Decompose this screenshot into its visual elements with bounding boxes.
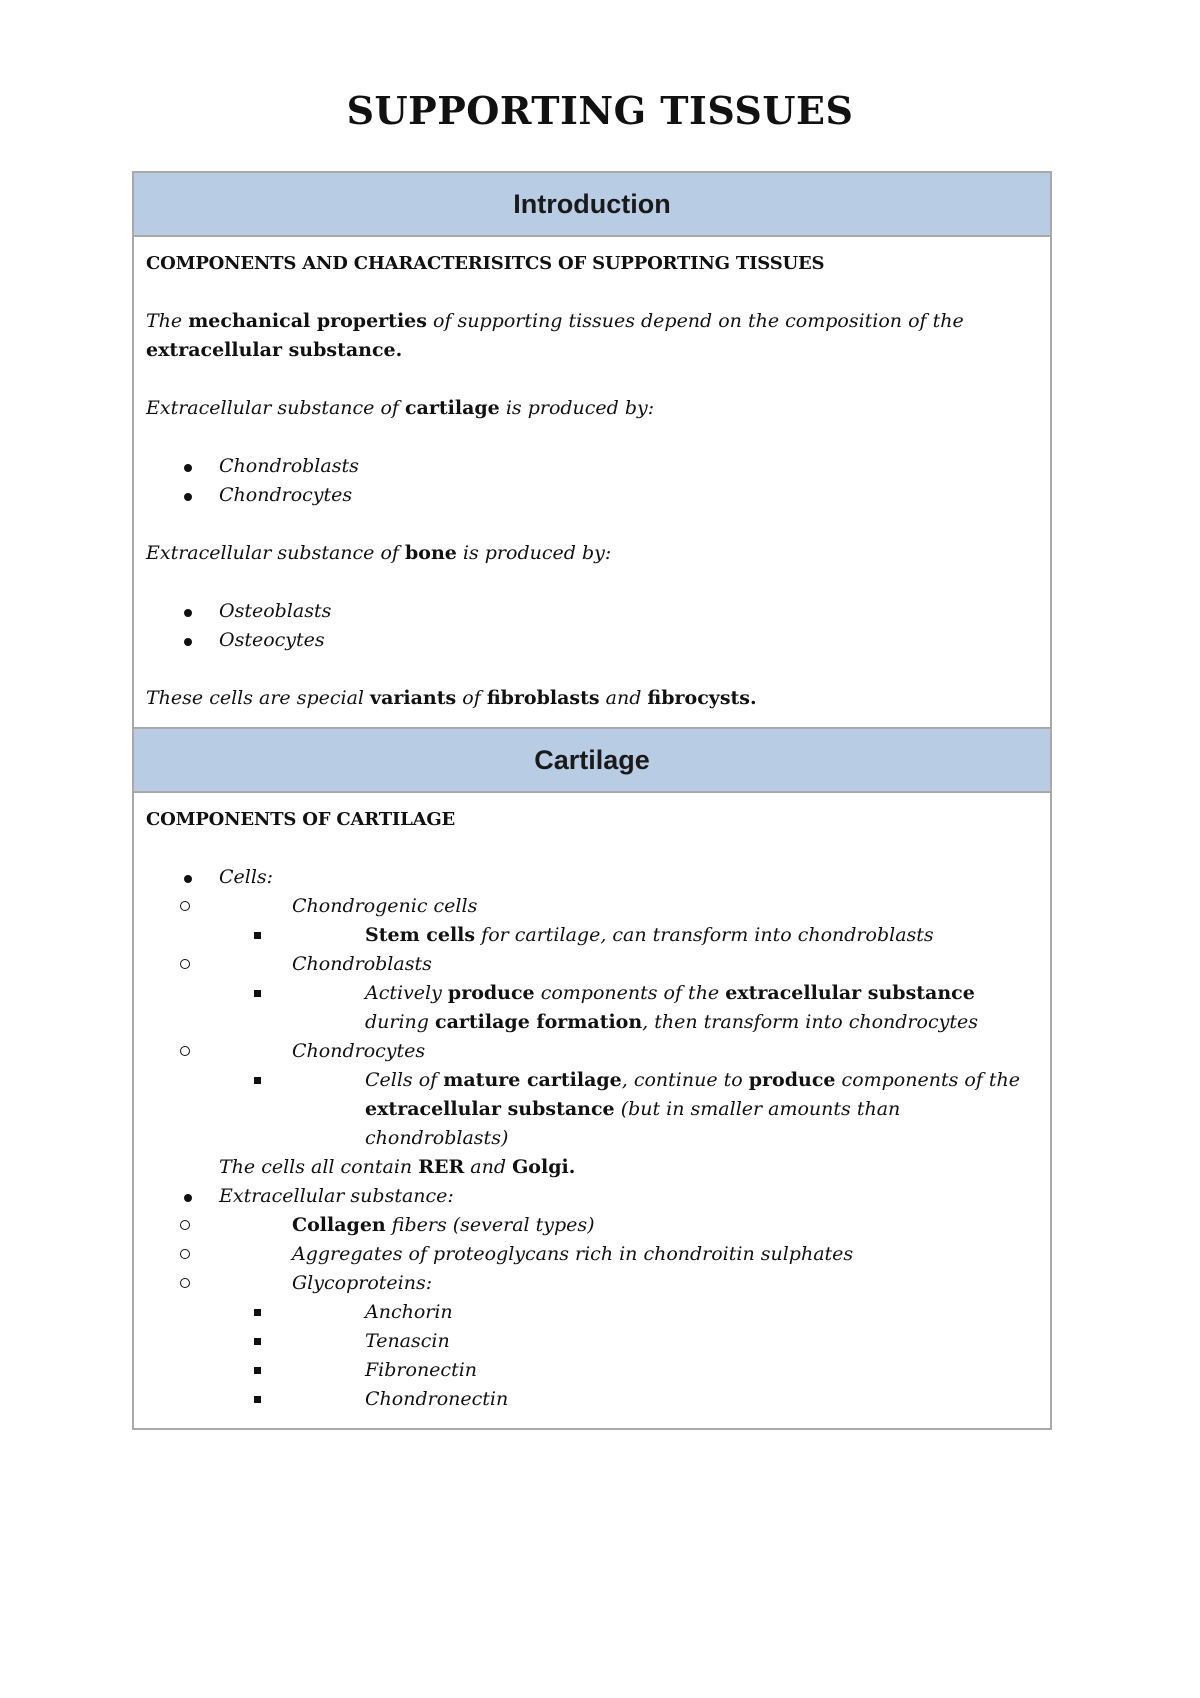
- circle-bullet-icon: [180, 959, 190, 969]
- content-table: [132, 171, 1052, 1430]
- list-item: Chondroblasts Actively produce components of the extracellular substance during cartilage formation, then transform into chondrocytes: [219, 950, 1040, 1037]
- square-bullet-icon: [254, 1367, 261, 1374]
- circle-bullet-icon: [180, 1249, 190, 1259]
- introduction-body: [134, 237, 1050, 729]
- list-item: Cells of mature cartilage, continue to produce components of the extracellular substance (but in smaller amounts than chondroblasts): [292, 1066, 1040, 1153]
- square-bullet-icon: [254, 1077, 261, 1084]
- intro-heading: COMPONENTS AND CHARACTERISITCS OF SUPPORTING TISSUES: [146, 253, 825, 274]
- document-title: SUPPORTING TISSUES: [346, 88, 854, 133]
- intro-paragraph-bone: Extracellular substance of bone is produced by:: [146, 542, 612, 564]
- circle-bullet-icon: [180, 1220, 190, 1230]
- list-item: Aggregates of proteoglycans rich in chondroitin sulphates: [219, 1240, 1040, 1269]
- glycoproteins-list: [292, 1298, 1040, 1414]
- sub-list: [292, 979, 1040, 1037]
- intro-paragraph-cartilage: Extracellular substance of cartilage is produced by:: [146, 397, 655, 419]
- cartilage-components-list: [146, 863, 1040, 1153]
- bullet-icon: [184, 493, 192, 501]
- bullet-icon: [184, 638, 192, 646]
- list-item: Osteocytes: [146, 626, 1040, 655]
- bullet-icon: [184, 1194, 192, 1202]
- list-item: Actively produce components of the extracellular substance during cartilage formation, then transform into chondrocytes: [292, 979, 1040, 1037]
- list-item-extracellular: Extracellular substance: Collagen fibers (several types) Aggregates of proteoglycans rich in chondroitin sulphates Glycoproteins: Anchorin Tenascin Fibronectin Chondronectin: [146, 1182, 1040, 1414]
- cartilage-header: Cartilage: [134, 729, 1050, 793]
- bullet-icon: [184, 875, 192, 883]
- list-item: Chondrocytes Cells of mature cartilage, continue to produce components of the extracellular substance (but in smaller amounts than chondroblasts): [219, 1037, 1040, 1153]
- sub-list: [292, 921, 1040, 950]
- extracellular-list: [146, 1182, 1040, 1414]
- list-item: Tenascin: [292, 1327, 1040, 1356]
- circle-bullet-icon: [180, 1046, 190, 1056]
- list-item: Chondronectin: [292, 1385, 1040, 1414]
- list-item: Osteoblasts: [146, 597, 1040, 626]
- circle-bullet-icon: [180, 901, 190, 911]
- cartilage-heading: COMPONENTS OF CARTILAGE: [146, 809, 456, 830]
- list-item: Glycoproteins: Anchorin Tenascin Fibronectin Chondronectin: [219, 1269, 1040, 1414]
- list-item: Chondroblasts: [146, 452, 1040, 481]
- list-item: Anchorin: [292, 1298, 1040, 1327]
- introduction-header: Introduction: [134, 173, 1050, 237]
- list-item: Chondrogenic cells Stem cells for cartilage, can transform into chondroblasts: [219, 892, 1040, 950]
- cartilage-producers-list: [146, 452, 1040, 510]
- sub-list: [292, 1066, 1040, 1153]
- square-bullet-icon: [254, 1396, 261, 1403]
- list-item: Fibronectin: [292, 1356, 1040, 1385]
- square-bullet-icon: [254, 932, 261, 939]
- cell-types-list: [219, 892, 1040, 1153]
- list-item: Stem cells for cartilage, can transform into chondroblasts: [292, 921, 1040, 950]
- square-bullet-icon: [254, 1309, 261, 1316]
- bone-producers-list: [146, 597, 1040, 655]
- list-item-cells: Cells: Chondrogenic cells Stem cells for cartilage, can transform into chondroblasts Chondroblasts Actively produce components of the extracellular substance during cartilage formation, then transform into chondrocytes Chondrocytes Cells of mature cartilage, continue to produce components of the extracellular substance (but in smaller amounts than chondroblasts): [146, 863, 1040, 1153]
- ecs-components-list: [219, 1211, 1040, 1414]
- cartilage-body: [134, 793, 1050, 1428]
- square-bullet-icon: [254, 990, 261, 997]
- list-item: Chondrocytes: [146, 481, 1040, 510]
- square-bullet-icon: [254, 1338, 261, 1345]
- intro-paragraph-variants: These cells are special variants of fibroblasts and fibrocysts.: [146, 687, 757, 709]
- bullet-icon: [184, 609, 192, 617]
- bullet-icon: [184, 464, 192, 472]
- list-item: Collagen fibers (several types): [219, 1211, 1040, 1240]
- circle-bullet-icon: [180, 1278, 190, 1288]
- intro-paragraph-mechanical: The mechanical properties of supporting tissues depend on the composition of the extracellular substance.: [146, 310, 964, 361]
- cells-note: The cells all contain RER and Golgi.: [219, 1156, 576, 1178]
